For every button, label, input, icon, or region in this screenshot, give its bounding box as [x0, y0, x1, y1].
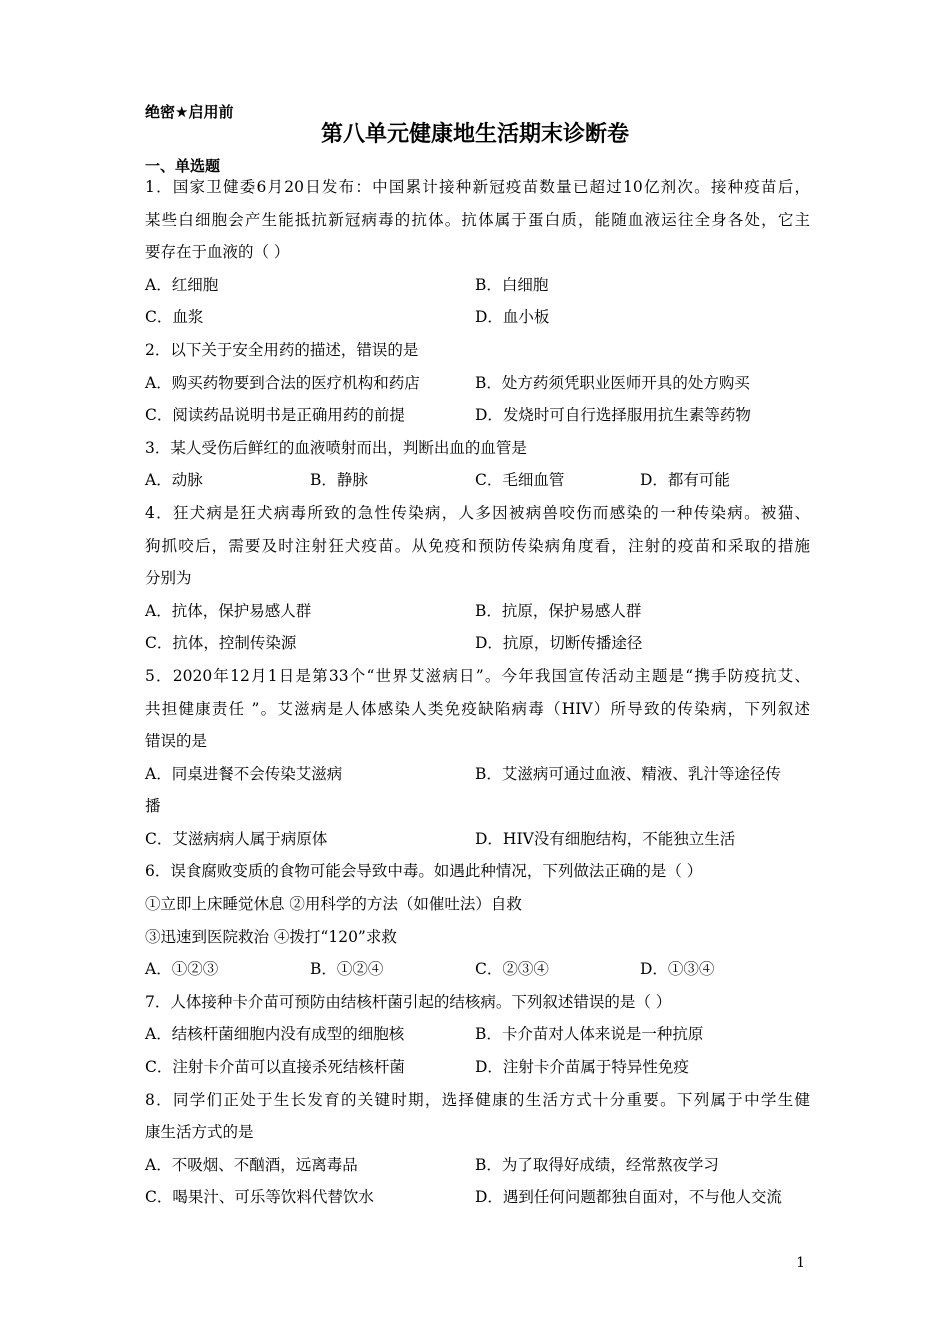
option-a: A．不吸烟、不酗酒，远离毒品	[145, 1155, 358, 1174]
section-heading: 一、单选题	[145, 157, 221, 175]
question-2	[145, 334, 810, 432]
question-stem-line: 分别为	[145, 569, 192, 588]
question-list	[145, 171, 810, 1214]
options-row	[145, 627, 810, 660]
option-a: A．①②③	[145, 960, 219, 979]
option-d: D．发烧时可自行选择服用抗生素等药物	[475, 406, 751, 425]
option-b: B．①②④	[310, 960, 384, 979]
option-a: A．结核杆菌细胞内没有成型的细胞核	[145, 1025, 405, 1044]
option-a: A．同桌进餐不会传染艾滋病	[145, 764, 343, 783]
option-b: B．艾滋病可通过血液、精液、乳汁等途径传	[475, 764, 781, 783]
exam-title: 第八单元健康地生活期末诊断卷	[320, 122, 629, 147]
question-stem-line: 8．同学们正处于生长发育的关键时期，选择健康的生活方式十分重要。下列属于中学生健	[145, 1090, 810, 1109]
option-b-continuation: 播	[145, 797, 161, 816]
options-row	[145, 953, 810, 986]
option-a: A．动脉	[145, 471, 203, 490]
option-c: C．②③④	[475, 960, 549, 979]
option-d: D．都有可能	[640, 471, 730, 490]
options-row	[145, 399, 810, 432]
option-c: C．抗体，控制传染源	[145, 634, 297, 653]
question-stem-line: 要存在于血液的（ ）	[145, 243, 290, 262]
option-b: B．卡介苗对人体来说是一种抗原	[475, 1025, 704, 1044]
options-row	[145, 464, 810, 497]
options-row	[145, 367, 810, 400]
question-stem-line: 共担健康责任 ”。艾滋病是人体感染人类免疫缺陷病毒（HIV）所导致的传染病，下列叙述	[145, 699, 810, 718]
question-1	[145, 171, 810, 334]
secret-mark: 绝密★启用前	[145, 103, 234, 121]
option-b: B．抗原，保护易感人群	[475, 601, 642, 620]
question-statement-line: ③迅速到医院救治 ④拨打“120”求救	[145, 927, 397, 946]
options-row	[145, 1051, 810, 1084]
question-stem-line: 1．国家卫健委6月20日发布：中国累计接种新冠疫苗数量已超过10亿剂次。接种疫苗后，	[145, 178, 810, 196]
option-b: B．静脉	[310, 471, 368, 490]
options-row	[145, 301, 810, 334]
option-b: B．为了取得好成绩，经常熬夜学习	[475, 1155, 719, 1174]
option-c: C．毛细血管	[475, 471, 565, 490]
options-row	[145, 1018, 810, 1051]
question-8	[145, 1084, 810, 1214]
question-stem-line: 某些白细胞会产生能抵抗新冠病毒的抗体。抗体属于蛋白质，能随血液运往全身各处，它主	[145, 210, 810, 229]
option-c: C．阅读药品说明书是正确用药的前提	[145, 406, 405, 425]
question-stem-line: 5．2020年12月1日是第33个“世界艾滋病日”。今年我国宣传活动主题是“携手防疫抗艾、	[145, 666, 810, 685]
option-d: D．抗原，切断传播途径	[475, 634, 643, 653]
question-3	[145, 432, 810, 497]
question-stem-line: 4．狂犬病是狂犬病毒所致的急性传染病，人多因被病兽咬伤而感染的一种传染病。被猫、	[145, 503, 810, 522]
option-b: B．处方药须凭职业医师开具的处方购买	[475, 373, 750, 392]
question-stem-line: 3．某人受伤后鲜红的血液喷射而出，判断出血的血管是	[145, 438, 527, 457]
page-number: 1	[796, 1255, 805, 1271]
option-a: A．红细胞	[145, 275, 219, 294]
question-stem-line: 7．人体接种卡介苗可预防由结核杆菌引起的结核病。下列叙述错误的是（ ）	[145, 992, 672, 1011]
option-b: B．白细胞	[475, 275, 549, 294]
option-d: D．血小板	[475, 308, 550, 327]
option-a: A．抗体，保护易感人群	[145, 601, 312, 620]
option-c: C．注射卡介苗可以直接杀死结核杆菌	[145, 1058, 405, 1077]
option-d: D．①③④	[640, 960, 715, 979]
question-statement-line: ①立即上床睡觉休息 ②用科学的方法（如催吐法）自救	[145, 895, 522, 914]
question-6	[145, 855, 810, 985]
option-c: C．喝果汁、可乐等饮料代替饮水	[145, 1188, 374, 1207]
question-7	[145, 986, 810, 1084]
question-stem-line: 狗抓咬后，需要及时注射狂犬疫苗。从免疫和预防传染病角度看，注射的疫苗和采取的措施	[145, 536, 810, 555]
option-c: C．血浆	[145, 308, 204, 327]
question-stem-line: 错误的是	[145, 732, 208, 751]
options-row	[145, 1181, 810, 1214]
option-a: A．购买药物要到合法的医疗机构和药店	[145, 373, 420, 392]
option-d: D．注射卡介苗属于特异性免疫	[475, 1058, 689, 1077]
options-row	[145, 758, 810, 791]
question-stem-line: 6．误食腐败变质的食物可能会导致中毒。如遇此种情况，下列做法正确的是（ ）	[145, 862, 703, 881]
options-row	[145, 269, 810, 302]
option-d: D．遇到任何问题都独自面对，不与他人交流	[475, 1188, 782, 1207]
option-c: C．艾滋病病人属于病原体	[145, 829, 328, 848]
question-stem-line: 2．以下关于安全用药的描述，错误的是	[145, 340, 419, 359]
options-row	[145, 823, 810, 856]
question-5	[145, 660, 810, 856]
question-4	[145, 497, 810, 660]
options-row	[145, 595, 810, 628]
option-d: D．HIV没有细胞结构，不能独立生活	[475, 829, 736, 848]
question-stem-line: 康生活方式的是	[145, 1123, 254, 1142]
options-row	[145, 1149, 810, 1182]
